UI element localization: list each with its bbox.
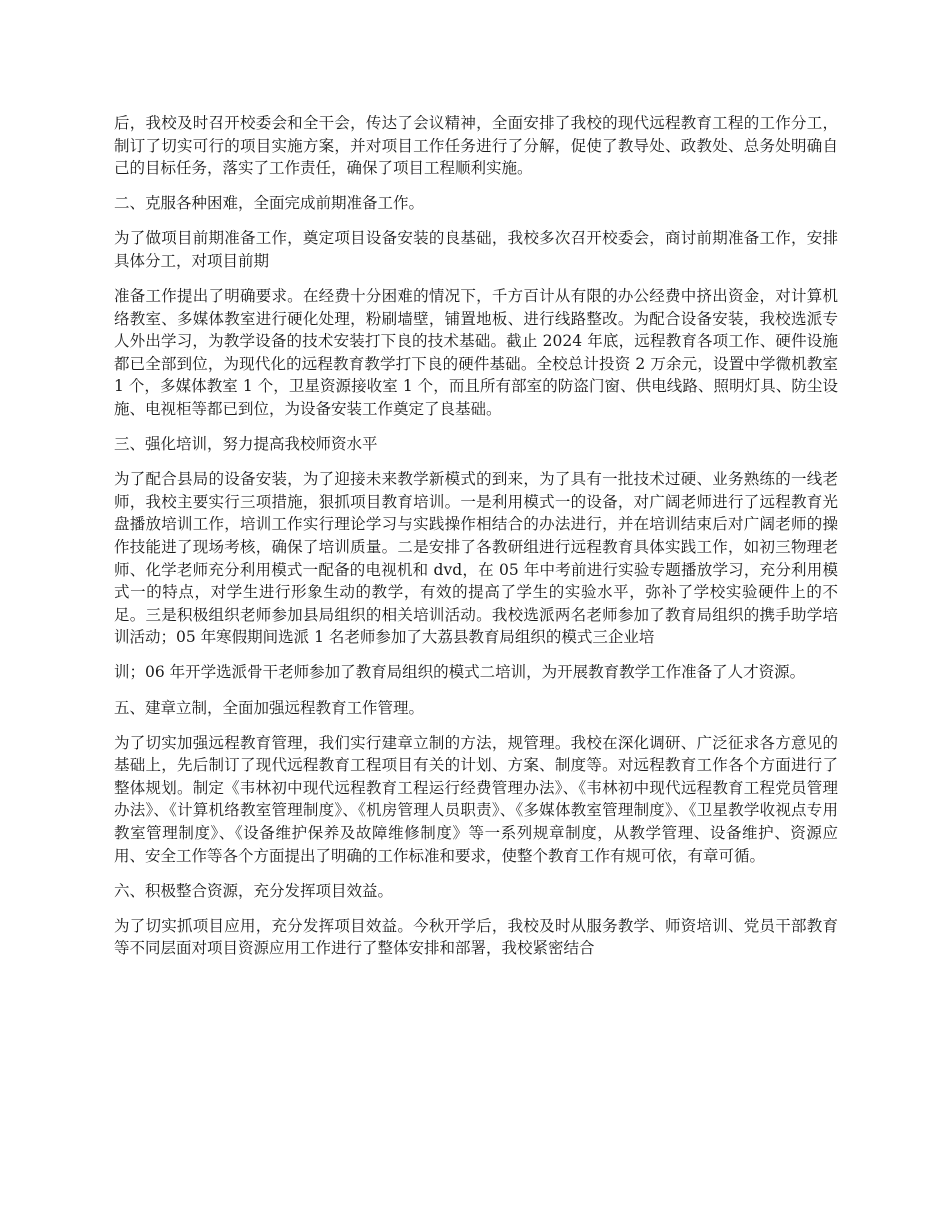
paragraph-management: 为了切实加强远程教育管理，我们实行建章立制的方法，规管理。我校在深化调研、广泛征求各方意见的基础上，先后制订了现代远程教育工程项目有关的计划、方案、制度等。对远程教育工作各个方面进行了整体规划。制定《韦林初中现代远程教育工程运行经费管理办法》、《韦林初中现代远程教育工程党员管理办法》、《计算机络教室管理制度》、《机房管理人员职责》、《多媒体教室管理制度》、《卫星教学收视点专用教室管理制度》、《设备维护保养及故障维修制度》等一系列规章制度，从教学管理、设备维护、资源应用、安全工作等各个方面提出了明确的工作标准和要求，使整个教育工作有规可依，有章可循。	[114, 733, 838, 865]
paragraph-resources: 为了切实抓项目应用，充分发挥项目效益。今秋开学后，我校及时从服务教学、师资培训、党员干部教育等不同层面对项目资源应用工作进行了整体安排和部署，我校紧密结合	[114, 916, 838, 958]
document-page	[114, 112, 838, 973]
paragraph-training-1: 为了配合县局的设备安装，为了迎接未来教学新模式的到来，为了具有一批技术过硬、业务熟练的一线老师，我校主要实行三项措施，狠抓项目教育培训。一是利用模式一的设备，对广阔老师进行了远程教育光盘播放培训工作，培训工作实行理论学习与实践操作相结合的办法进行，并在培训结束后对广阔老师的操作技能进了现场考核，确保了培训质量。二是安排了各教研组进行远程教育具体实践工作，如初三物理老师、化学老师充分利用模式一配备的电视机和 dvd，在 05 年中考前进行实验专题播放学习，充分利用模式一的特点，对学生进行形象生动的教学，有效的提高了学生的实验水平，弥补了学校实验硬件上的不足。三是积极组织老师参加县局组织的相关培训活动。我校选派两名老师参加了教育局组织的携手助学培训活动；05 年寒假期间选派 1 名老师参加了大荔县教育局组织的模式三企业培	[114, 470, 838, 647]
paragraph-preparation-1: 为了做项目前期准备工作，奠定项目设备安装的良基础，我校多次召开校委会，商讨前期准备工作，安排具体分工，对项目前期	[114, 229, 838, 270]
paragraph-intro-continuation: 后，我校及时召开校委会和全干会，传达了会议精神，全面安排了我校的现代远程教育工程的工作分工，制订了切实可行的项目实施方案，并对项目工作任务进行了分解，促使了教导处、政教处、总务处明确自己的目标任务，落实了工作责任，确保了项目工程顺利实施。	[114, 114, 838, 178]
section-heading-3: 三、强化培训，努力提高我校师资水平	[114, 435, 378, 454]
section-heading-5: 五、建章立制，全面加强远程教育工作管理。	[114, 698, 425, 717]
section-heading-2: 二、克服各种困难，全面完成前期准备工作。	[114, 194, 425, 213]
paragraph-training-2: 训；06 年开学选派骨干老师参加了教育局组织的模式二培训，为开展教育教学工作准备了人才资源。	[114, 663, 806, 682]
paragraph-preparation-2: 准备工作提出了明确要求。在经费十分困难的情况下，千方百计从有限的办公经费中挤出资金，对计算机络教室、多媒体教室进行硬化处理，粉刷墙壁，铺置地板、进行线路整改。为配合设备安装，我校选派专人外出学习，为教学设备的技术安装打下良的技术基础。截止 2024 年底，远程教育各项工作、硬件设施都已全部到位，为现代化的远程教育教学打下良的硬件基础。全校总计投资 2 万余元，设置中学微机教室 1 个，多媒体教室 1 个，卫星资源接收室 1 个，而且所有部室的防盗门窗、供电线路、照明灯具、防尘设施、电视柜等都已到位，为设备安装工作奠定了良基础。	[114, 287, 838, 419]
section-heading-6: 六、积极整合资源，充分发挥项目效益。	[114, 881, 394, 900]
